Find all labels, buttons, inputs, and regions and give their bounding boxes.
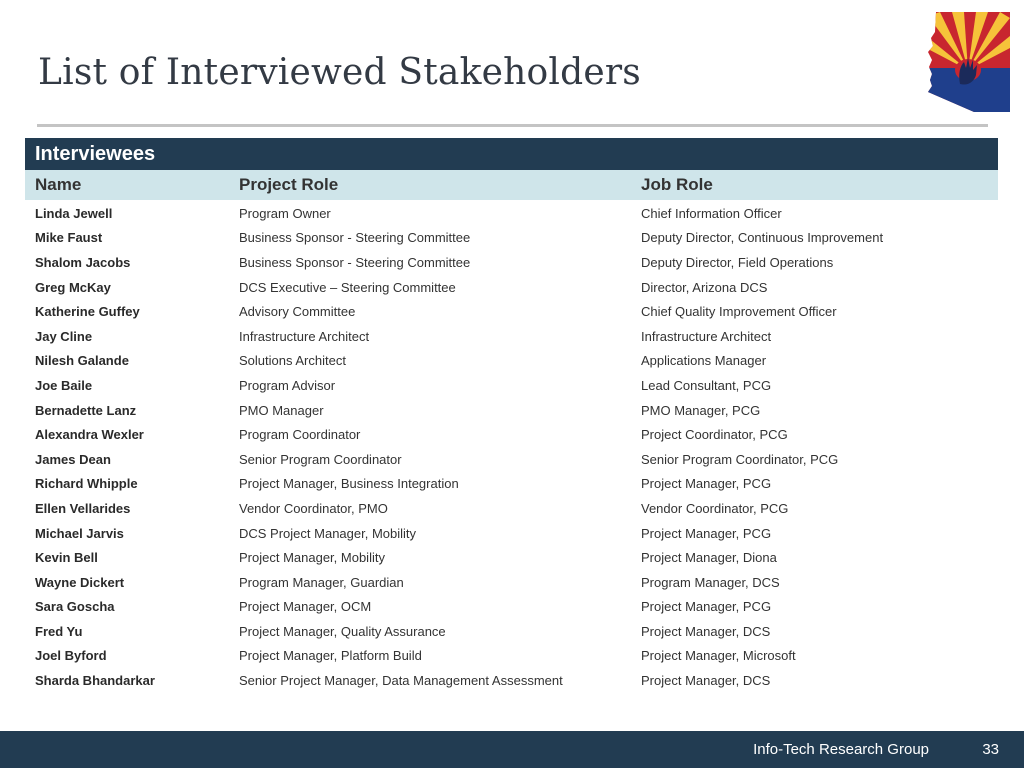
- table-row: [25, 496, 998, 521]
- table-row: [25, 201, 998, 226]
- table-row: [25, 472, 998, 497]
- cell-job-role: Project Manager, PCG: [641, 525, 772, 541]
- page-number: 33: [982, 741, 999, 758]
- cell-job-role: Deputy Director, Continuous Improvement: [641, 230, 884, 246]
- cell-project-role: Senior Project Manager, Data Management Assessment: [239, 673, 563, 689]
- cell-job-role: Project Manager, Diona: [641, 550, 777, 566]
- cell-name: Richard Whipple: [35, 476, 138, 492]
- cell-name: Nilesh Galande: [35, 353, 129, 369]
- cell-project-role: DCS Executive – Steering Committee: [239, 279, 456, 295]
- table-row: [25, 422, 998, 447]
- cell-name: Bernadette Lanz: [35, 402, 137, 418]
- table-row: [25, 398, 998, 423]
- cell-project-role: Project Manager, OCM: [239, 599, 372, 615]
- table-row: [25, 545, 998, 570]
- table-row: [25, 275, 998, 300]
- table-row: [25, 373, 998, 398]
- cell-job-role: Project Manager, PCG: [641, 599, 772, 615]
- cell-name: Joe Baile: [35, 377, 93, 393]
- cell-project-role: Project Manager, Mobility: [239, 550, 385, 566]
- cell-project-role: DCS Project Manager, Mobility: [239, 525, 417, 541]
- footer-bar: [0, 731, 1024, 768]
- arizona-state-logo-icon: [926, 12, 1010, 112]
- cell-job-role: Project Manager, PCG: [641, 476, 772, 492]
- cell-job-role: Project Manager, DCS: [641, 673, 771, 689]
- table-row: [25, 250, 998, 275]
- column-header-row: [25, 170, 998, 200]
- table-row: [25, 644, 998, 669]
- cell-job-role: Program Manager, DCS: [641, 574, 780, 590]
- cell-name: Katherine Guffey: [35, 304, 140, 320]
- cell-project-role: Program Coordinator: [239, 427, 361, 443]
- cell-name: Michael Jarvis: [35, 525, 124, 541]
- table-row: [25, 299, 998, 324]
- cell-name: Sharda Bhandarkar: [35, 673, 155, 689]
- cell-project-role: Program Owner: [239, 205, 331, 221]
- cell-project-role: Program Advisor: [239, 377, 336, 393]
- cell-job-role: Project Coordinator, PCG: [641, 427, 788, 443]
- cell-job-role: Applications Manager: [641, 353, 767, 369]
- cell-name: Kevin Bell: [35, 550, 98, 566]
- cell-job-role: PMO Manager, PCG: [641, 402, 761, 418]
- table-row: [25, 349, 998, 374]
- cell-job-role: Director, Arizona DCS: [641, 279, 768, 295]
- cell-name: Ellen Vellarides: [35, 500, 131, 516]
- cell-name: Alexandra Wexler: [35, 427, 144, 443]
- table-row: [25, 521, 998, 546]
- cell-job-role: Lead Consultant, PCG: [641, 377, 772, 393]
- cell-project-role: Business Sponsor - Steering Committee: [239, 254, 471, 270]
- cell-name: Sara Goscha: [35, 599, 115, 615]
- cell-job-role: Chief Quality Improvement Officer: [641, 304, 837, 320]
- cell-name: James Dean: [35, 451, 111, 467]
- title-divider: [37, 124, 988, 127]
- interviewees-table: [25, 138, 998, 693]
- cell-project-role: PMO Manager: [239, 402, 324, 418]
- cell-name: Wayne Dickert: [35, 574, 125, 590]
- cell-job-role: Senior Program Coordinator, PCG: [641, 451, 839, 467]
- cell-name: Linda Jewell: [35, 205, 113, 221]
- table-row: [25, 324, 998, 349]
- cell-project-role: Vendor Coordinator, PMO: [239, 500, 388, 516]
- cell-name: Jay Cline: [35, 328, 93, 344]
- cell-job-role: Infrastructure Architect: [641, 328, 772, 344]
- table-row: [25, 447, 998, 472]
- cell-job-role: Vendor Coordinator, PCG: [641, 500, 789, 516]
- cell-name: Greg McKay: [35, 279, 111, 295]
- cell-name: Shalom Jacobs: [35, 254, 131, 270]
- cell-project-role: Business Sponsor - Steering Committee: [239, 230, 471, 246]
- cell-project-role: Program Manager, Guardian: [239, 574, 404, 590]
- cell-project-role: Project Manager, Quality Assurance: [239, 623, 446, 639]
- cell-job-role: Deputy Director, Field Operations: [641, 254, 834, 270]
- cell-project-role: Infrastructure Architect: [239, 328, 370, 344]
- table-header: Interviewees: [25, 138, 998, 170]
- cell-name: Joel Byford: [35, 648, 107, 664]
- cell-project-role: Project Manager, Platform Build: [239, 648, 422, 664]
- table-row: [25, 668, 998, 693]
- table-row: [25, 619, 998, 644]
- cell-job-role: Project Manager, Microsoft: [641, 648, 796, 664]
- column-header-name: Name: [35, 175, 82, 194]
- cell-project-role: Advisory Committee: [239, 304, 356, 320]
- footer-org: Info-Tech Research Group: [753, 741, 929, 758]
- column-header-project-role: Project Role: [239, 175, 339, 194]
- column-header-job-role: Job Role: [641, 175, 713, 194]
- cell-project-role: Project Manager, Business Integration: [239, 476, 459, 492]
- cell-name: Mike Faust: [35, 230, 103, 246]
- slide-title: List of Interviewed Stakeholders: [38, 52, 641, 93]
- cell-project-role: Solutions Architect: [239, 353, 346, 369]
- table-row: [25, 570, 998, 595]
- cell-job-role: Chief Information Officer: [641, 205, 782, 221]
- table-row: [25, 595, 998, 620]
- cell-job-role: Project Manager, DCS: [641, 623, 771, 639]
- cell-project-role: Senior Program Coordinator: [239, 451, 402, 467]
- table-body: [25, 200, 998, 693]
- table-row: [25, 226, 998, 251]
- cell-name: Fred Yu: [35, 623, 83, 639]
